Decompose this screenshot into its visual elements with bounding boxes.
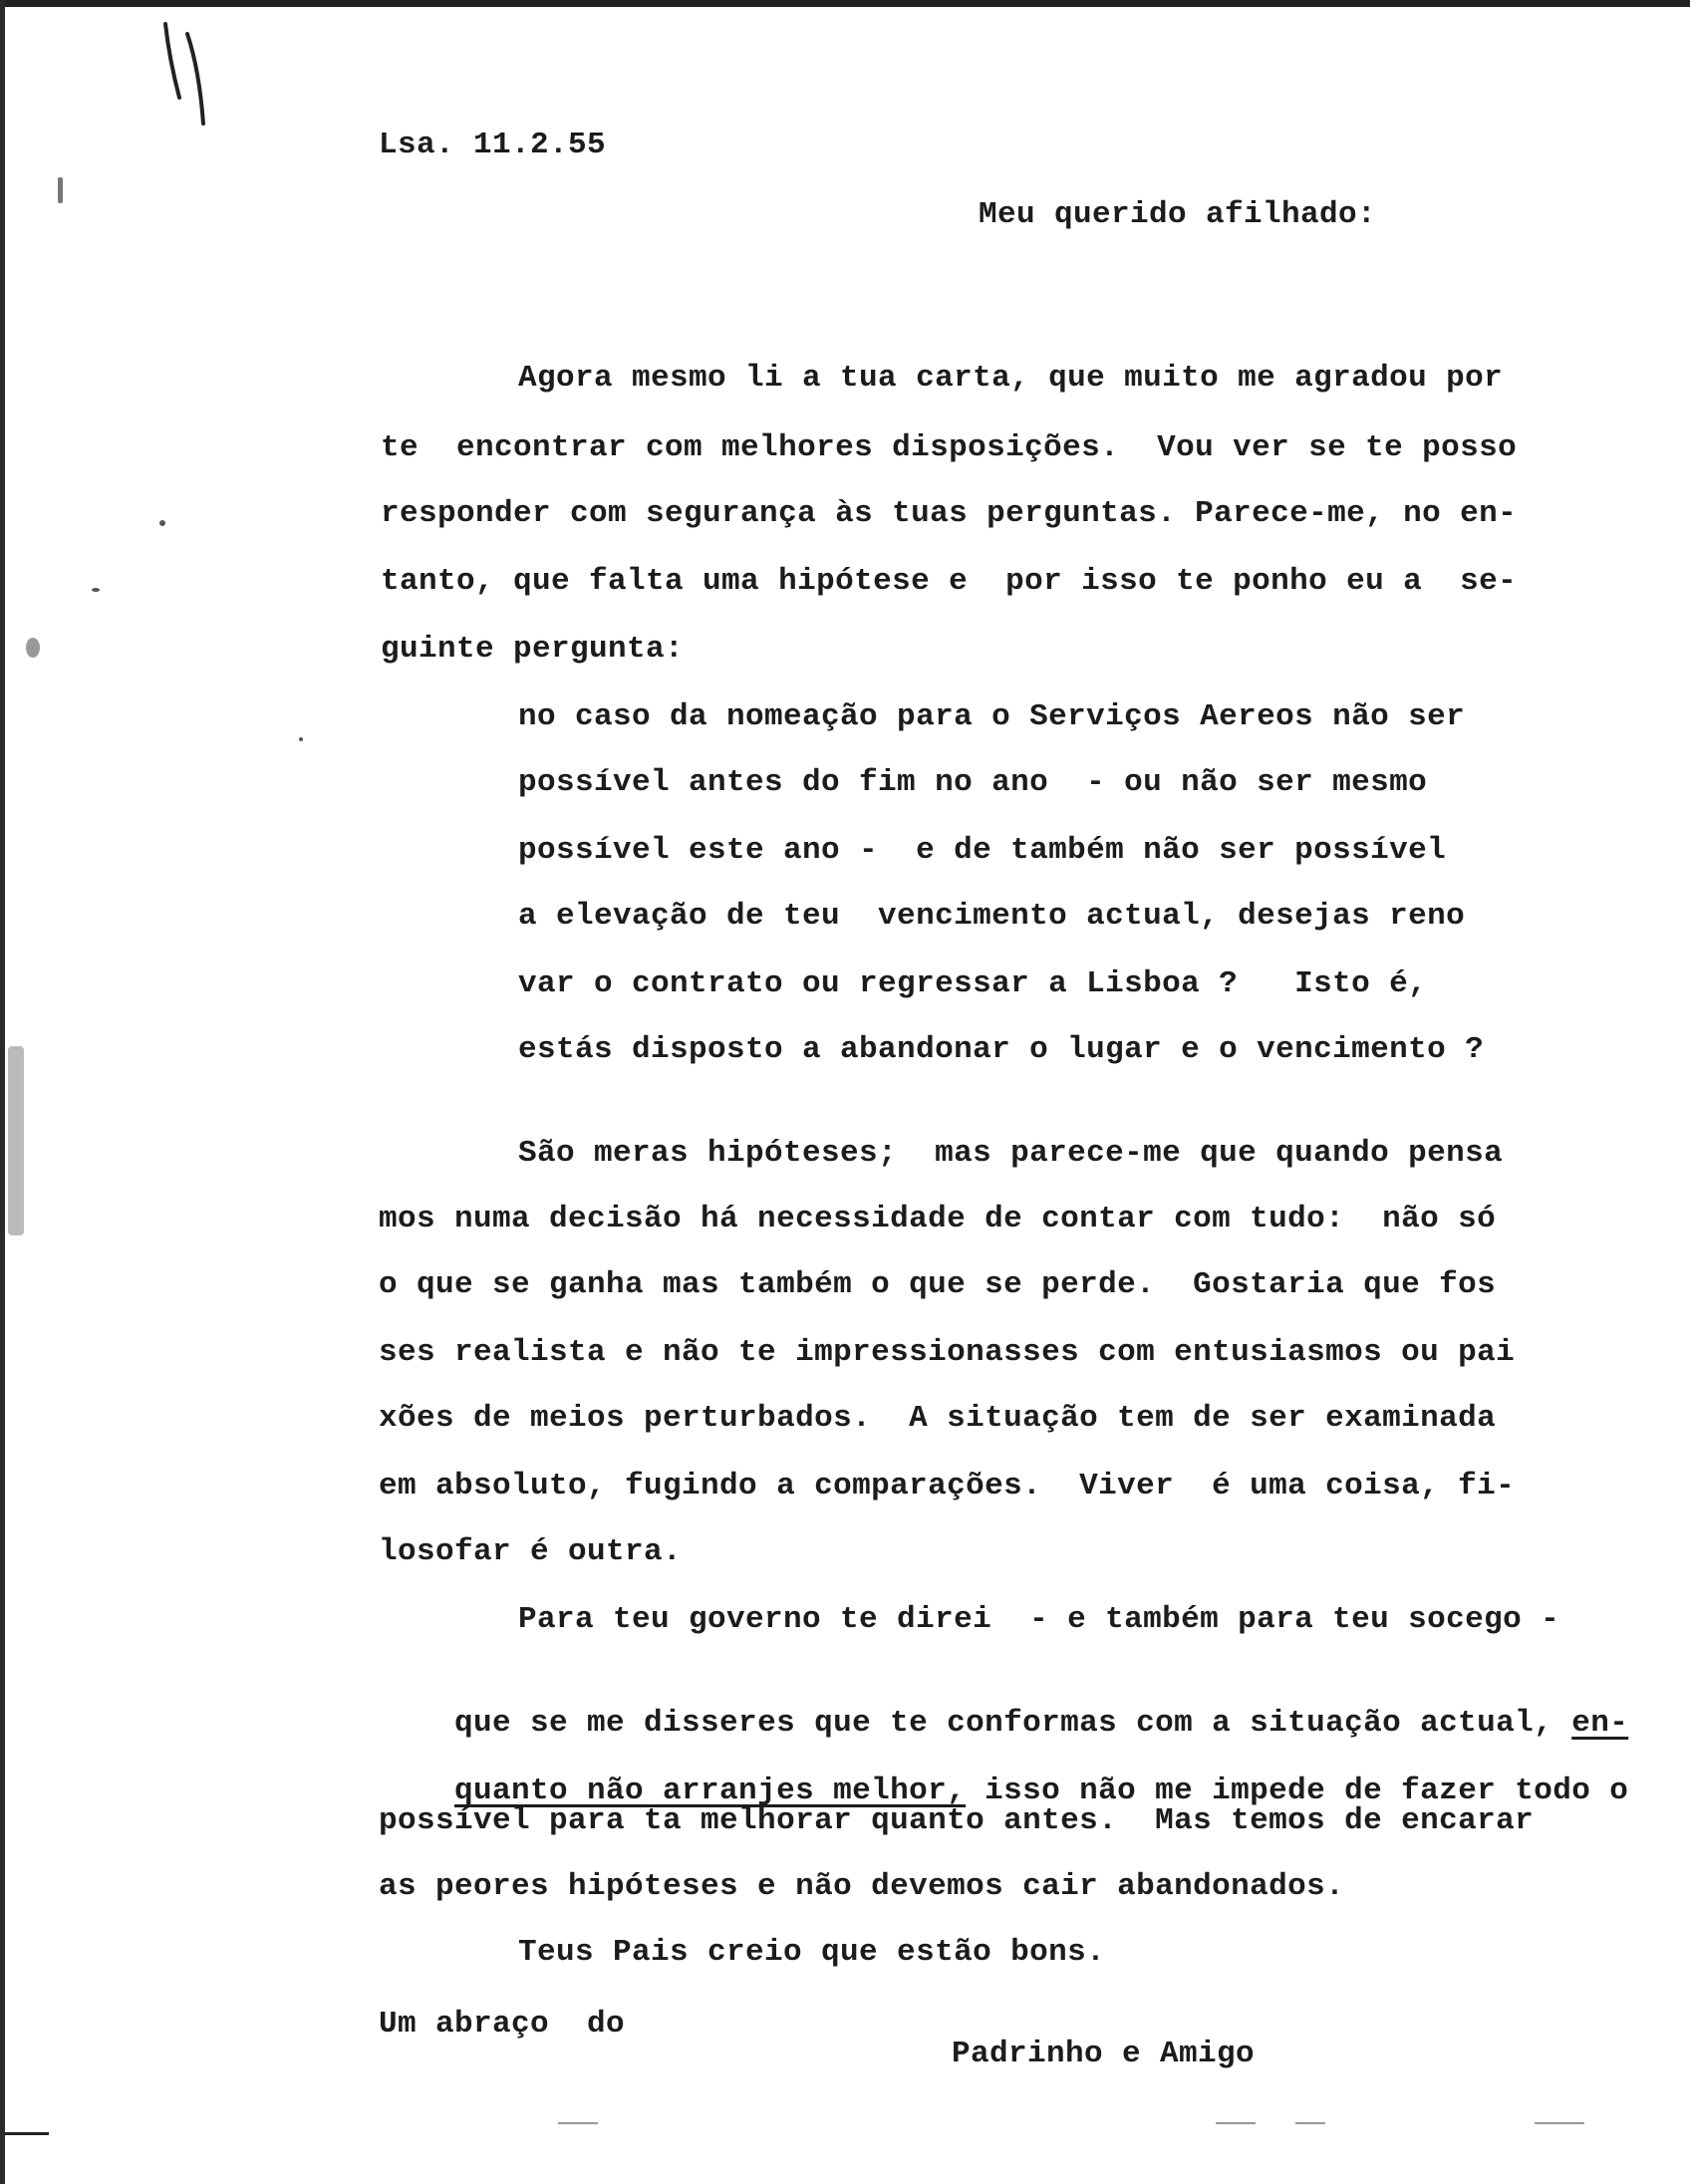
scan-edge-tick: [5, 2132, 49, 2135]
quoted-question-line: possível antes do fim no ano - ou não ser mesmo: [518, 765, 1428, 800]
paragraph-1-line: responder com segurança às tuas perguntas. Parece-me, no en-: [381, 496, 1518, 531]
letter-date: Lsa. 11.2.55: [379, 128, 607, 162]
scan-speck: [8, 1046, 24, 1235]
signature-line: Padrinho e Amigo: [952, 2037, 1256, 2071]
quoted-question-line: var o contrato ou regressar a Lisboa ? Isto é,: [518, 966, 1428, 1001]
paragraph-3-text: isso não me impede de fazer todo o: [966, 1774, 1629, 1808]
scan-speck: [92, 588, 100, 592]
quoted-question-line: no caso da nomeação para o Serviços Aereos não ser: [518, 699, 1466, 734]
paragraph-3-line: as peores hipóteses e não devemos cair abandonados.: [379, 1869, 1345, 1904]
paragraph-2-line: em absoluto, fugindo a comparações. Viver é uma coisa, fi-: [379, 1469, 1516, 1503]
paragraph-2-line: o que se ganha mas também o que se perde. Gostaria que fos: [379, 1267, 1497, 1302]
underlined-text: en-: [1571, 1706, 1629, 1741]
scan-speck: [26, 638, 40, 658]
scan-edge-top: [0, 0, 1690, 7]
closing-line: Um abraço do: [379, 2007, 626, 2042]
quoted-question-line: a elevação de teu vencimento actual, desejas reno: [518, 899, 1466, 934]
scan-dash: [1295, 2122, 1325, 2124]
letter-salutation: Meu querido afilhado:: [979, 197, 1377, 232]
paragraph-3-text: que se me disseres que te conformas com a situação actual,: [454, 1706, 1572, 1741]
paragraph-1-line: Agora mesmo li a tua carta, que muito me agradou por: [518, 361, 1504, 396]
paragraph-4-line: Teus Pais creio que estão bons.: [518, 1935, 1106, 1970]
paragraph-2-line: mos numa decisão há necessidade de contar com tudo: não só: [379, 1202, 1497, 1236]
paragraph-2-line: São meras hipóteses; mas parece-me que quando pensa: [518, 1136, 1504, 1171]
paragraph-2-line: losofar é outra.: [379, 1534, 683, 1569]
paragraph-2-line: ses realista e não te impressionasses com entusiasmos ou pai: [379, 1335, 1516, 1370]
scan-dash: [1535, 2122, 1584, 2124]
paragraph-3-line: Para teu governo te direi - e também para teu socego -: [518, 1602, 1560, 1637]
paragraph-2-line: xões de meios perturbados. A situação tem de ser examinada: [379, 1401, 1497, 1436]
scan-edge-left: [0, 0, 5, 2184]
scan-speck: [58, 177, 63, 203]
scan-speck: [159, 520, 165, 526]
paragraph-3-line: possível para ta melhorar quanto antes. Mas temos de encarar: [379, 1803, 1535, 1838]
scan-dash: [1216, 2122, 1256, 2124]
paragraph-1-line: tanto, que falta uma hipótese e por isso te ponho eu a se-: [381, 564, 1518, 599]
handwritten-mark: [159, 20, 219, 130]
underlined-text: quanto não arranjes melhor,: [454, 1774, 967, 1808]
paragraph-1-line: te encontrar com melhores disposições. Vou ver se te posso: [381, 430, 1518, 465]
quoted-question-line: possível este ano - e de também não ser possível: [518, 833, 1447, 868]
scan-dash: [558, 2122, 598, 2124]
quoted-question-line: estás disposto a abandonar o lugar e o vencimento ?: [518, 1032, 1485, 1067]
paragraph-1-line: guinte pergunta:: [381, 632, 685, 667]
scan-speck: [299, 737, 303, 741]
